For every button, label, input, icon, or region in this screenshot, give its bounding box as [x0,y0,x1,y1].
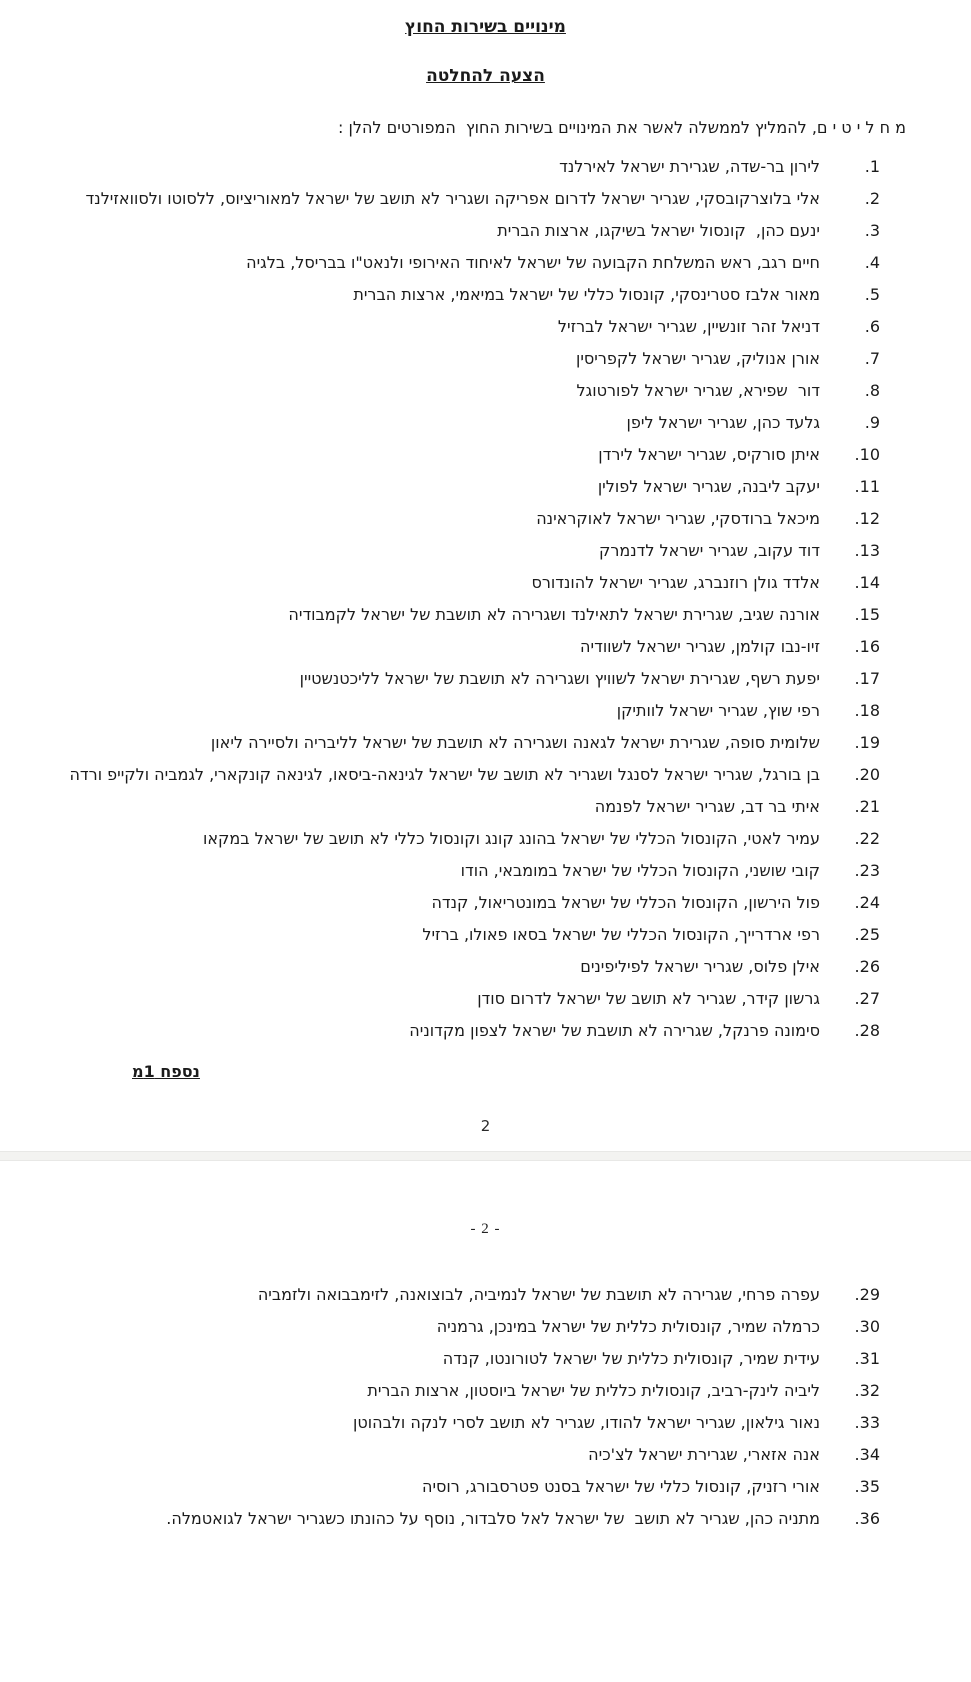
item-number: 17. [854,669,880,688]
list-item [65,887,906,919]
decision-subtitle: הצעה להחלטה [426,66,545,86]
item-number: 21. [854,797,880,816]
item-text: רפי שוץ, שגריר ישראל לוותיקן [616,701,820,720]
list-item [65,183,906,215]
item-text: חיים רגב, ראש המשלחת הקבועה של ישראל לאיחוד האירופי ולנאט"ו בבריסל, בלגיה [246,253,820,272]
list-item [65,855,906,887]
item-number: 32. [854,1381,880,1400]
list-item [65,311,906,343]
item-text: גרשון קידר, שגריר לא תושב של ישראל לדרום סודן [477,989,820,1008]
item-text: שלומית סופה, שגרירת ישראל לגאנה ושגרירה לא תושבת של ישראל לליבריה ולסיירה ליאון [210,733,820,752]
page2-header: - 2 - [470,1221,501,1237]
list-item [65,1279,906,1311]
item-number: 30. [854,1317,880,1336]
item-number: 14. [854,573,880,592]
list-item [65,1015,906,1047]
list-item [65,1343,906,1375]
item-text: מיכאל ברודסקי, שגריר ישראל לאוקראינה [536,509,820,528]
item-text: קובי שושני, הקונסול הכללי של ישראל במומבאי, הודו [460,861,820,880]
list-item [65,503,906,535]
list-item [65,631,906,663]
list-item [65,983,906,1015]
list-item [65,1407,906,1439]
item-number: 15. [854,605,880,624]
item-text: אלדד גולן רוזנברג, שגריר ישראל להונדורס [531,573,820,592]
item-text: דניאל זהר זונשיין, שגריר ישראל לברזיל [557,317,820,336]
list-item [65,535,906,567]
list-item [65,407,906,439]
list-item [65,1471,906,1503]
list-item [65,375,906,407]
item-number: 27. [854,989,880,1008]
item-number: 28. [854,1021,880,1040]
list-item [65,663,906,695]
list-item [65,791,906,823]
item-number: 9. [864,413,880,432]
list-item [65,599,906,631]
item-text: כרמלה שמיר, קונסולית כללית של ישראל במינכן, גרמניה [436,1317,820,1336]
item-number: 34. [854,1445,880,1464]
item-number: 25. [854,925,880,944]
list-item [65,1375,906,1407]
list-item [65,439,906,471]
list-item [65,695,906,727]
list-item [65,1503,906,1535]
list-item [65,1439,906,1471]
intro-paragraph: מ ח ל י ט י ם, להמליץ לממשלה לאשר את המינויים בשירות החוץ המפורטים להלן : [338,118,906,137]
item-text: איתן סורקיס, שגריר ישראל לירדן [598,445,820,464]
appendix-note: נספח 1מ [132,1062,200,1081]
item-number: 6. [864,317,880,336]
item-text: אורנה שגיב, שגרירת ישראל לתאילנד ושגרירה לא תושבת של ישראל לקמבודיה [288,605,820,624]
item-text: אורי רזניק, קונסול כללי של ישראל בסנט פטרסבורג, רוסיה [421,1477,820,1496]
item-number: 24. [854,893,880,912]
item-number: 12. [854,509,880,528]
list-item [65,343,906,375]
item-text: אילן פלוס, שגריר ישראל לפיליפינים [580,957,820,976]
item-text: זיו-נבו קולמן, שגריר ישראל לשוודיה [580,637,820,656]
item-text: יעקב ליבנה, שגריר ישראל לפולין [597,477,820,496]
item-text: נאור גילאון, שגריר ישראל להודו, שגריר לא תושב לסרי לנקה ולבהוטן [353,1413,820,1432]
item-number: 22. [854,829,880,848]
item-text: אנה אזארי, שגרירת ישראל לצ'כיה [588,1445,820,1464]
item-number: 36. [854,1509,880,1528]
appointments-list-continued [65,1279,906,1535]
item-text: ליביה לינק-רביב, קונסולית כללית של ישראל ביוסטון, ארצות הברית [367,1381,820,1400]
item-text: רפי ארדרייך, הקונסול הכללי של ישראל בסאו פאולו, ברזיל [422,925,820,944]
item-number: 18. [854,701,880,720]
item-number: 19. [854,733,880,752]
item-text: דוד עקוב, שגריר ישראל לדנמרק [598,541,820,560]
item-text: יפעת רשף, שגרירת ישראל לשוויץ ושגרירה לא תושבת של ישראל לליכטנשטיין [299,669,820,688]
list-item [65,919,906,951]
list-item [65,247,906,279]
list-item [65,1311,906,1343]
item-number: 8. [864,381,880,400]
item-number: 31. [854,1349,880,1368]
list-item [65,727,906,759]
item-text: ינעם כהן, קונסול ישראל בשיקגו, ארצות הברית [497,221,820,240]
item-text: אלי בלוצרקובסקי, שגריר ישראל לדרום אפריקה ושגריר לא תושב של ישראל למאוריציוס, ללסוטו ולסוואזילנד [85,189,820,208]
page-number: 2 [480,1117,491,1135]
item-text: עמיר לאטי, הקונסול הכללי של ישראל בהונג קונג וקונסול כללי לא תושב של ישראל במקאו [202,829,820,848]
list-item [65,215,906,247]
item-number: 2. [864,189,880,208]
item-text: גלעד כהן, שגריר ישראל ליפן [626,413,820,432]
page-separator [0,1151,971,1161]
item-text: עידית שמיר, קונסולית כללית של ישראל לטורונטו, קנדה [442,1349,820,1368]
item-text: מאור אלבז סטרינסקי, קונסול כללי של ישראל במיאמי, ארצות הברית [353,285,820,304]
item-number: 23. [854,861,880,880]
item-number: 13. [854,541,880,560]
item-number: 26. [854,957,880,976]
item-text: בן בורגל, שגריר ישראל לסנגל ושגריר לא תושב של ישראל לגינאה-ביסאו, לגינאה קונקארי, לגמביה ולקייפ ורדה [69,765,820,784]
item-number: 11. [854,477,880,496]
item-text: פול הירשון, הקונסול הכללי של ישראל במונטריאול, קנדה [431,893,820,912]
item-text: אורן אנוליק, שגריר ישראל לקפריסין [575,349,820,368]
list-item [65,759,906,791]
item-text: עפרה פרחי, שגרירה לא תושבת של ישראל לנמיביה, לבוצואנה, לזימבבואה ולזמביה [257,1285,820,1304]
item-number: 1. [864,157,880,176]
list-item [65,471,906,503]
item-number: 3. [864,221,880,240]
item-number: 20. [854,765,880,784]
item-text: לירון בר-שדה, שגרירת ישראל לאירלנד [559,157,820,176]
item-text: דור שפירא, שגריר ישראל לפורטוגל [576,381,820,400]
item-number: 35. [854,1477,880,1496]
document-title: מינויים בשירות החוץ [405,17,566,37]
list-item [65,823,906,855]
list-item [65,279,906,311]
list-item [65,951,906,983]
appointments-list [65,151,906,1047]
item-number: 29. [854,1285,880,1304]
item-text: איתי בר דב, שגריר ישראל לפנמה [594,797,820,816]
document-page-2 [0,1161,971,1535]
list-item [65,567,906,599]
item-number: 7. [864,349,880,368]
item-number: 5. [864,285,880,304]
item-number: 16. [854,637,880,656]
item-text: סימונה פרנקל, שגרירה לא תושבת של ישראל לצפון מקדוניה [409,1021,820,1040]
item-number: 4. [864,253,880,272]
item-number: 33. [854,1413,880,1432]
list-item [65,151,906,183]
item-text: מתניה כהן, שגריר לא תושב של ישראל לאל סלבדור, נוסף על כהונתו כשגריר ישראל לגואטמלה. [166,1509,820,1528]
item-number: 10. [854,445,880,464]
